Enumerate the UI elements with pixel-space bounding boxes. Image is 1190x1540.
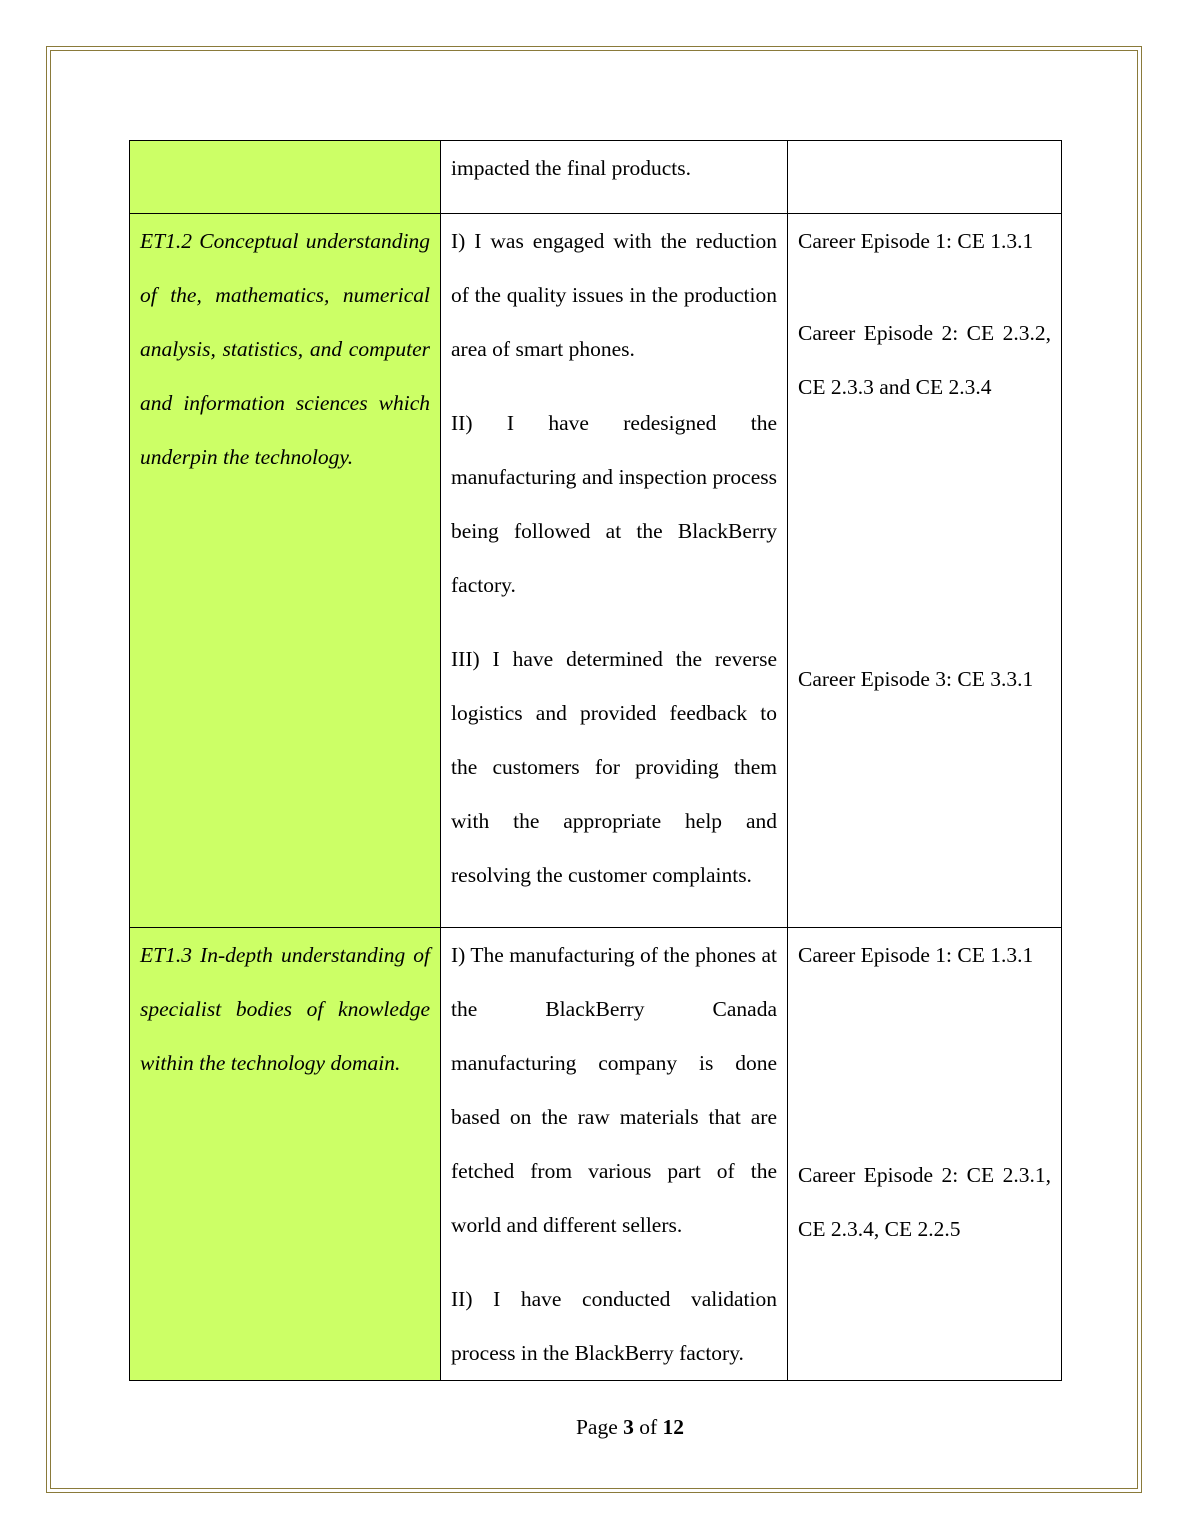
table-row	[130, 141, 1062, 214]
page-of-label: of	[639, 1415, 658, 1439]
competency-text: ET1.3 In-depth understanding of specialist bodies of knowledge within the technology domain.	[140, 943, 430, 1075]
current-page-number: 3	[623, 1415, 634, 1439]
reference-paragraph: Career Episode 2: CE 2.3.1, CE 2.3.4, CE 2.2.5	[798, 1163, 1051, 1241]
total-page-count: 12	[662, 1415, 685, 1439]
reference-paragraph: Career Episode 1: CE 1.3.1	[798, 943, 1034, 967]
competency-cell	[130, 141, 441, 214]
table-row	[130, 928, 1062, 1381]
reference-paragraph: Career Episode 1: CE 1.3.1	[798, 229, 1034, 253]
evidence-paragraph: I) I was engaged with the reduction of the quality issues in the production area of smart phones.	[451, 229, 777, 361]
reference-paragraph: Career Episode 3: CE 3.3.1	[798, 667, 1034, 691]
competency-cell	[130, 214, 441, 928]
evidence-paragraph: III) I have determined the reverse logistics and provided feedback to the customers for providing them with the appropriate help and resolving the customer complaints.	[451, 647, 777, 887]
competency-table	[129, 140, 1062, 1381]
evidence-paragraph: I) The manufacturing of the phones at the BlackBerry Canada manufacturing company is done based on the raw materials that are fetched from various part of the world and different sellers.	[451, 943, 777, 1237]
competency-cell	[130, 928, 441, 1381]
competency-text: ET1.2 Conceptual understanding of the, mathematics, numerical analysis, statistics, and computer and information sciences which underpin the technology.	[140, 229, 430, 469]
reference-paragraph: Career Episode 2: CE 2.3.2, CE 2.3.3 and CE 2.3.4	[798, 321, 1051, 399]
evidence-paragraph: impacted the final products.	[451, 156, 692, 180]
evidence-cell	[441, 141, 788, 214]
page-label: Page	[575, 1415, 618, 1439]
reference-cell	[788, 141, 1062, 214]
evidence-cell	[441, 928, 788, 1381]
page-number-footer	[0, 1415, 1190, 1440]
reference-cell	[788, 928, 1062, 1381]
evidence-paragraph: II) I have redesigned the manufacturing and inspection process being followed at the BlackBerry factory.	[451, 411, 777, 597]
reference-cell	[788, 214, 1062, 928]
table-row	[130, 214, 1062, 928]
evidence-paragraph: II) I have conducted validation process in the BlackBerry factory.	[451, 1287, 777, 1365]
evidence-cell	[441, 214, 788, 928]
